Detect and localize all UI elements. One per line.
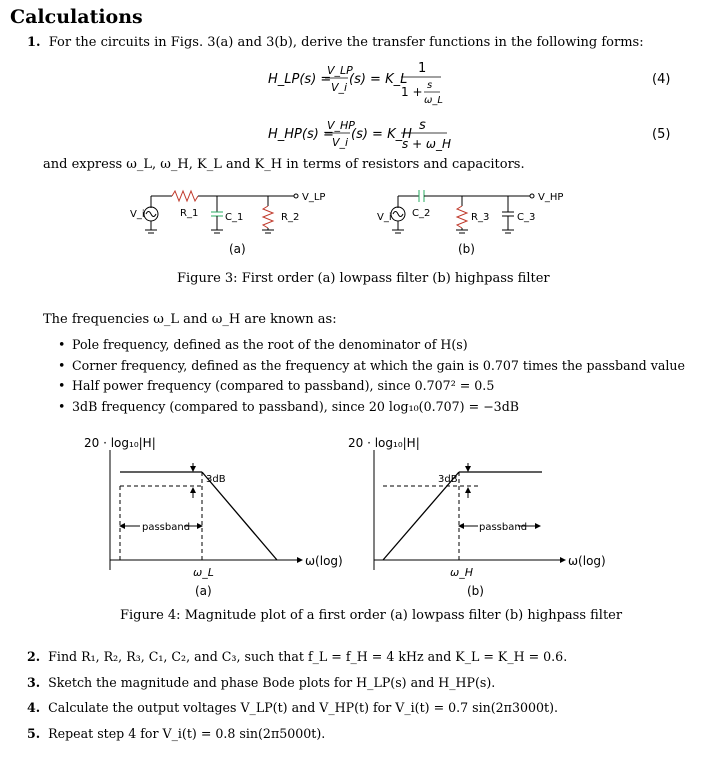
fig3b-tag: (b) <box>458 242 475 256</box>
list-item: • Corner frequency, defined as the frequency at which the gain is 0.707 times the passband value <box>58 356 685 377</box>
step-number: 3. <box>27 675 41 690</box>
step-text: Sketch the magnitude and phase Bode plots for H_LP(s) and H_HP(s). <box>48 675 496 690</box>
eq4-den-num: s <box>427 80 433 91</box>
fig3a-tag: (a) <box>229 242 246 256</box>
fig3a-source-label: V_i <box>130 209 145 220</box>
eq4-den-a: 1 + <box>401 85 423 99</box>
fig3b-c3-label: C_3 <box>517 212 536 223</box>
question-1 <box>27 35 644 50</box>
eq4-number: (4) <box>652 72 671 87</box>
equations <box>0 58 703 158</box>
question-text: For the circuits in Figs. 3(a) and 3(b), derive the transfer functions in the following forms: <box>48 35 644 50</box>
step-text: Find R₁, R₂, R₃, C₁, C₂, and C₃, such that f_L = f_H = 4 kHz and K_L = K_H = 0.6. <box>48 649 568 664</box>
frequency-intro: The frequencies ω_L and ω_H are known as: <box>43 312 337 327</box>
eq4-frac-num: 1 <box>418 61 427 76</box>
step-number: 2. <box>27 649 41 664</box>
eq5-mid: (s) = K_H <box>351 127 412 142</box>
fig3a-c1-label: C_1 <box>225 212 244 223</box>
question-number: 1. <box>27 35 41 50</box>
step-number: 5. <box>27 726 41 741</box>
fig4a-ylabel: 20 · log₁₀|H| <box>84 436 156 450</box>
fig4a-passband-label: passband <box>142 522 191 533</box>
step-2 <box>27 649 567 664</box>
fig4b-tag: (b) <box>467 584 484 598</box>
fig4a-corner-label: ω_L <box>193 566 214 579</box>
eq5-num: V_HP <box>327 119 355 132</box>
eq5-frac-num: s <box>419 118 426 133</box>
fig4b-passband-label: passband <box>479 522 528 533</box>
figure-3-caption: Figure 3: First order (a) lowpass filter (b) highpass filter <box>177 271 550 286</box>
eq5-den: V_i <box>332 136 349 149</box>
fig4b-xlabel: ω(log) <box>568 554 606 568</box>
step-4 <box>27 700 558 715</box>
step-text: Repeat step 4 for V_i(t) = 0.8 sin(2π5000t). <box>48 726 326 741</box>
eq5-frac-den: s + ω_H <box>402 137 452 151</box>
step-3 <box>27 675 495 690</box>
fig4b-db-label: 3dB <box>438 474 458 485</box>
fig3b-r3-label: R_3 <box>471 212 490 223</box>
fig3b-c2-label: C_2 <box>412 208 431 219</box>
eq5-lhs: H_HP(s) = <box>268 127 334 142</box>
fig3b-source-label: V_i <box>377 212 392 223</box>
step-number: 4. <box>27 700 41 715</box>
section-title: Calculations <box>10 6 143 28</box>
fig3a-out-label: V_LP <box>302 192 326 203</box>
figure-4-caption: Figure 4: Magnitude plot of a first order (a) lowpass filter (b) highpass filter <box>120 608 623 623</box>
express-text: and express ω_L, ω_H, K_L and K_H in terms of resistors and capacitors. <box>43 157 525 172</box>
list-item: • Half power frequency (compared to passband), since 0.707² = 0.5 <box>58 376 685 397</box>
fig3a-r2-label: R_2 <box>281 212 300 223</box>
eq4-num: V_LP <box>327 64 353 77</box>
step-5 <box>27 726 325 741</box>
fig4b-corner-label: ω_H <box>450 566 473 579</box>
fig4a-xlabel: ω(log) <box>305 554 343 568</box>
list-item: • Pole frequency, defined as the root of the denominator of H(s) <box>58 335 685 356</box>
fig4a-tag: (a) <box>195 584 212 598</box>
eq4-mid: (s) = K_L <box>349 72 408 87</box>
eq4-den-den: ω_L <box>424 95 443 106</box>
list-item: • 3dB frequency (compared to passband), since 20 log₁₀(0.707) = −3dB <box>58 397 685 418</box>
fig4b-ylabel: 20 · log₁₀|H| <box>348 436 420 450</box>
fig3b-out-label: V_HP <box>538 192 564 203</box>
fig3a-r1-label: R_1 <box>180 208 199 219</box>
frequency-list <box>58 335 685 418</box>
figure-4 <box>0 430 703 610</box>
eq5-number: (5) <box>652 127 671 142</box>
eq4-den: V_i <box>331 81 348 94</box>
eq4-lhs: H_LP(s) = <box>268 72 332 87</box>
fig4a-db-label: 3dB <box>206 474 226 485</box>
step-text: Calculate the output voltages V_LP(t) and V_HP(t) for V_i(t) = 0.7 sin(2π3000t). <box>48 700 558 715</box>
